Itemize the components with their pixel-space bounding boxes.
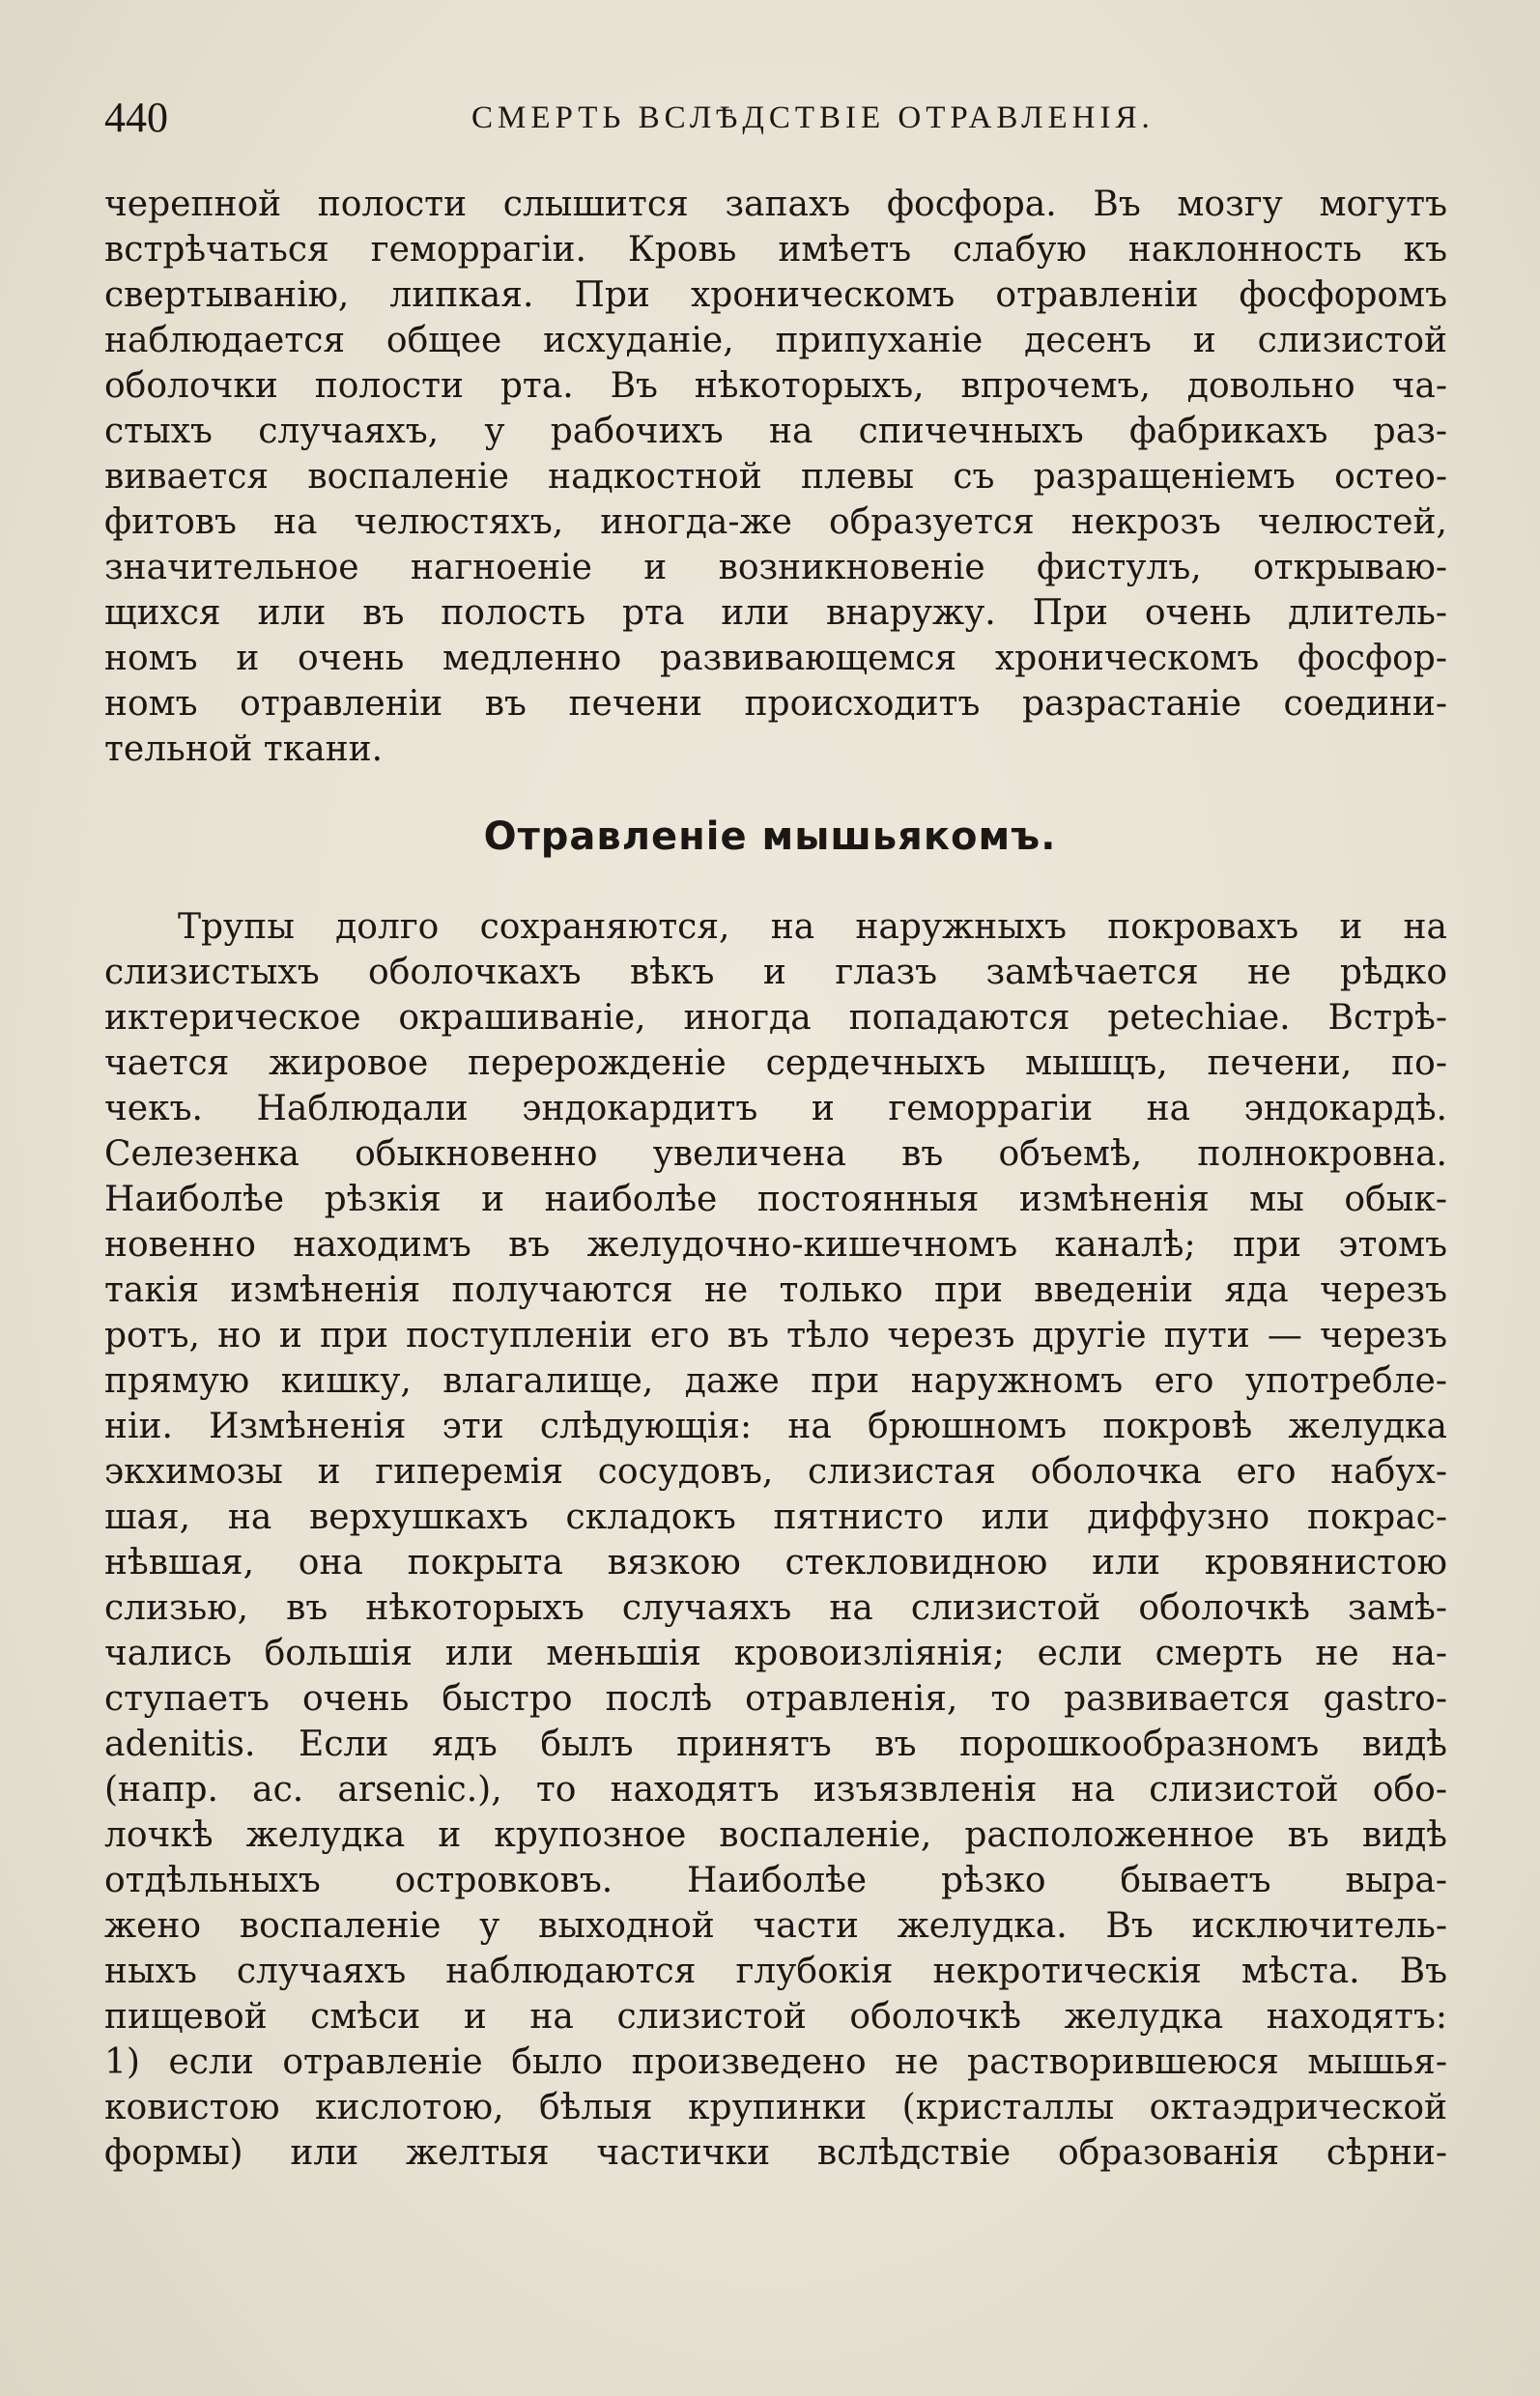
text-line: тельной ткани. — [104, 729, 384, 769]
paragraph-phosphorus — [104, 182, 1447, 772]
running-title: СМЕРТЬ ВСЛѢДСТВІЕ ОТРАВЛЕНІЯ. — [471, 100, 1155, 135]
text-line: (напр. ac. arsenic.), то находятъ изъязвленія на слизистой обо- — [104, 1770, 1447, 1810]
text-line: ротъ, но и при поступленіи его въ тѣло черезъ другіе пути — черезъ — [104, 1316, 1447, 1355]
text-line: нѣвшая, она покрыта вязкою стекловидною или кровянистою — [104, 1543, 1447, 1583]
text-line: Селезенка обыкновенно увеличена въ объемѣ, полнокровна. — [104, 1134, 1447, 1174]
text-line: стыхъ случаяхъ, у рабочихъ на спичечныхъ фабрикахъ раз- — [104, 412, 1447, 451]
text-line: свертыванію, липкая. При хроническомъ отравленіи фосфоромъ — [104, 275, 1447, 315]
text-line: ніи. Измѣненія эти слѣдующія: на брюшномъ покровѣ желудка — [104, 1407, 1447, 1446]
text-line: черепной полости слышится запахъ фосфора. Въ мозгу могутъ — [104, 185, 1447, 224]
text-line: чается жировое перерожденіе сердечныхъ мышцъ, печени, по- — [104, 1043, 1447, 1083]
text-line: экхимозы и гиперемія сосудовъ, слизистая оболочка его набух- — [104, 1452, 1447, 1492]
text-line: слизистыхъ оболочкахъ вѣкъ и глазъ замѣчается не рѣдко — [104, 953, 1447, 992]
text-line: наблюдается общее исхуданіе, припуханіе десенъ и слизистой — [104, 321, 1447, 360]
text-line: чались большія или меньшія кровоизліянія; если смерть не на- — [104, 1634, 1447, 1673]
section-title: Отравленіе мышьякомъ. — [483, 814, 1057, 859]
page-number: 440 — [104, 94, 168, 141]
text-line: иктерическое окрашиваніе, иногда попадаются petechiae. Встрѣ- — [104, 998, 1447, 1038]
text-line: номъ и очень медленно развивающемся хроническомъ фосфор- — [104, 639, 1447, 678]
page-header — [104, 89, 1447, 147]
text-line: 1) если отравленіе было произведено не растворившеюся мышья- — [104, 2042, 1447, 2082]
text-line: оболочки полости рта. Въ нѣкоторыхъ, впрочемъ, довольно ча- — [104, 366, 1447, 406]
text-line: Наиболѣе рѣзкія и наиболѣе постоянныя измѣненія мы обык- — [104, 1180, 1447, 1219]
text-line: жено воспаленіе у выходной части желудка. Въ исключитель- — [104, 1906, 1447, 1946]
text-line: такія измѣненія получаются не только при введеніи яда черезъ — [104, 1270, 1447, 1310]
text-line: значительное нагноеніе и возникновеніе фистулъ, открываю- — [104, 548, 1447, 587]
text-line: лочкѣ желудка и крупозное воспаленіе, расположенное въ видѣ — [104, 1815, 1447, 1855]
text-line: отдѣльныхъ островковъ. Наиболѣе рѣзко бываетъ выра- — [104, 1861, 1447, 1900]
text-line: ступаетъ очень быстро послѣ отравленія, то развивается gastro- — [104, 1679, 1447, 1719]
text-line: вивается воспаленіе надкостной плевы съ разращеніемъ остео- — [104, 457, 1447, 497]
text-line: шая, на верхушкахъ складокъ пятнисто или диффузно покрас- — [104, 1498, 1447, 1537]
text-line: прямую кишку, влагалище, даже при наружномъ его употребле- — [104, 1361, 1447, 1401]
text-line: фитовъ на челюстяхъ, иногда-же образуется некрозъ челюстей, — [104, 502, 1447, 542]
text-line: новенно находимъ въ желудочно-кишечномъ каналѣ; при этомъ — [104, 1225, 1447, 1265]
text-line: встрѣчаться геморрагіи. Кровь имѣетъ слабую наклонность къ — [104, 230, 1447, 270]
text-line: номъ отравленіи въ печени происходитъ разрастаніе соедини- — [104, 684, 1447, 724]
paragraph-arsenic — [104, 904, 1447, 2176]
text-line: чекъ. Наблюдали эндокардитъ и геморрагіи на эндокардѣ. — [104, 1089, 1447, 1128]
text-line: Трупы долго сохраняются, на наружныхъ покровахъ и на — [178, 907, 1447, 947]
text-line: формы) или желтыя частички вслѣдствіе образованія сѣрни- — [104, 2133, 1447, 2173]
text-line: слизью, въ нѣкоторыхъ случаяхъ на слизистой оболочкѣ замѣ- — [104, 1588, 1447, 1628]
text-line: щихся или въ полость рта или внаружу. При очень длитель- — [104, 593, 1447, 633]
text-line: пищевой смѣси и на слизистой оболочкѣ желудка находятъ: — [104, 1997, 1447, 2037]
text-line: ковистою кислотою, бѣлыя крупинки (кристаллы октаэдрической — [104, 2088, 1447, 2127]
text-line: ныхъ случаяхъ наблюдаются глубокія некротическія мѣста. Въ — [104, 1952, 1447, 1991]
text-line: adenitis. Если ядъ былъ принятъ въ порошкообразномъ видѣ — [104, 1725, 1447, 1764]
